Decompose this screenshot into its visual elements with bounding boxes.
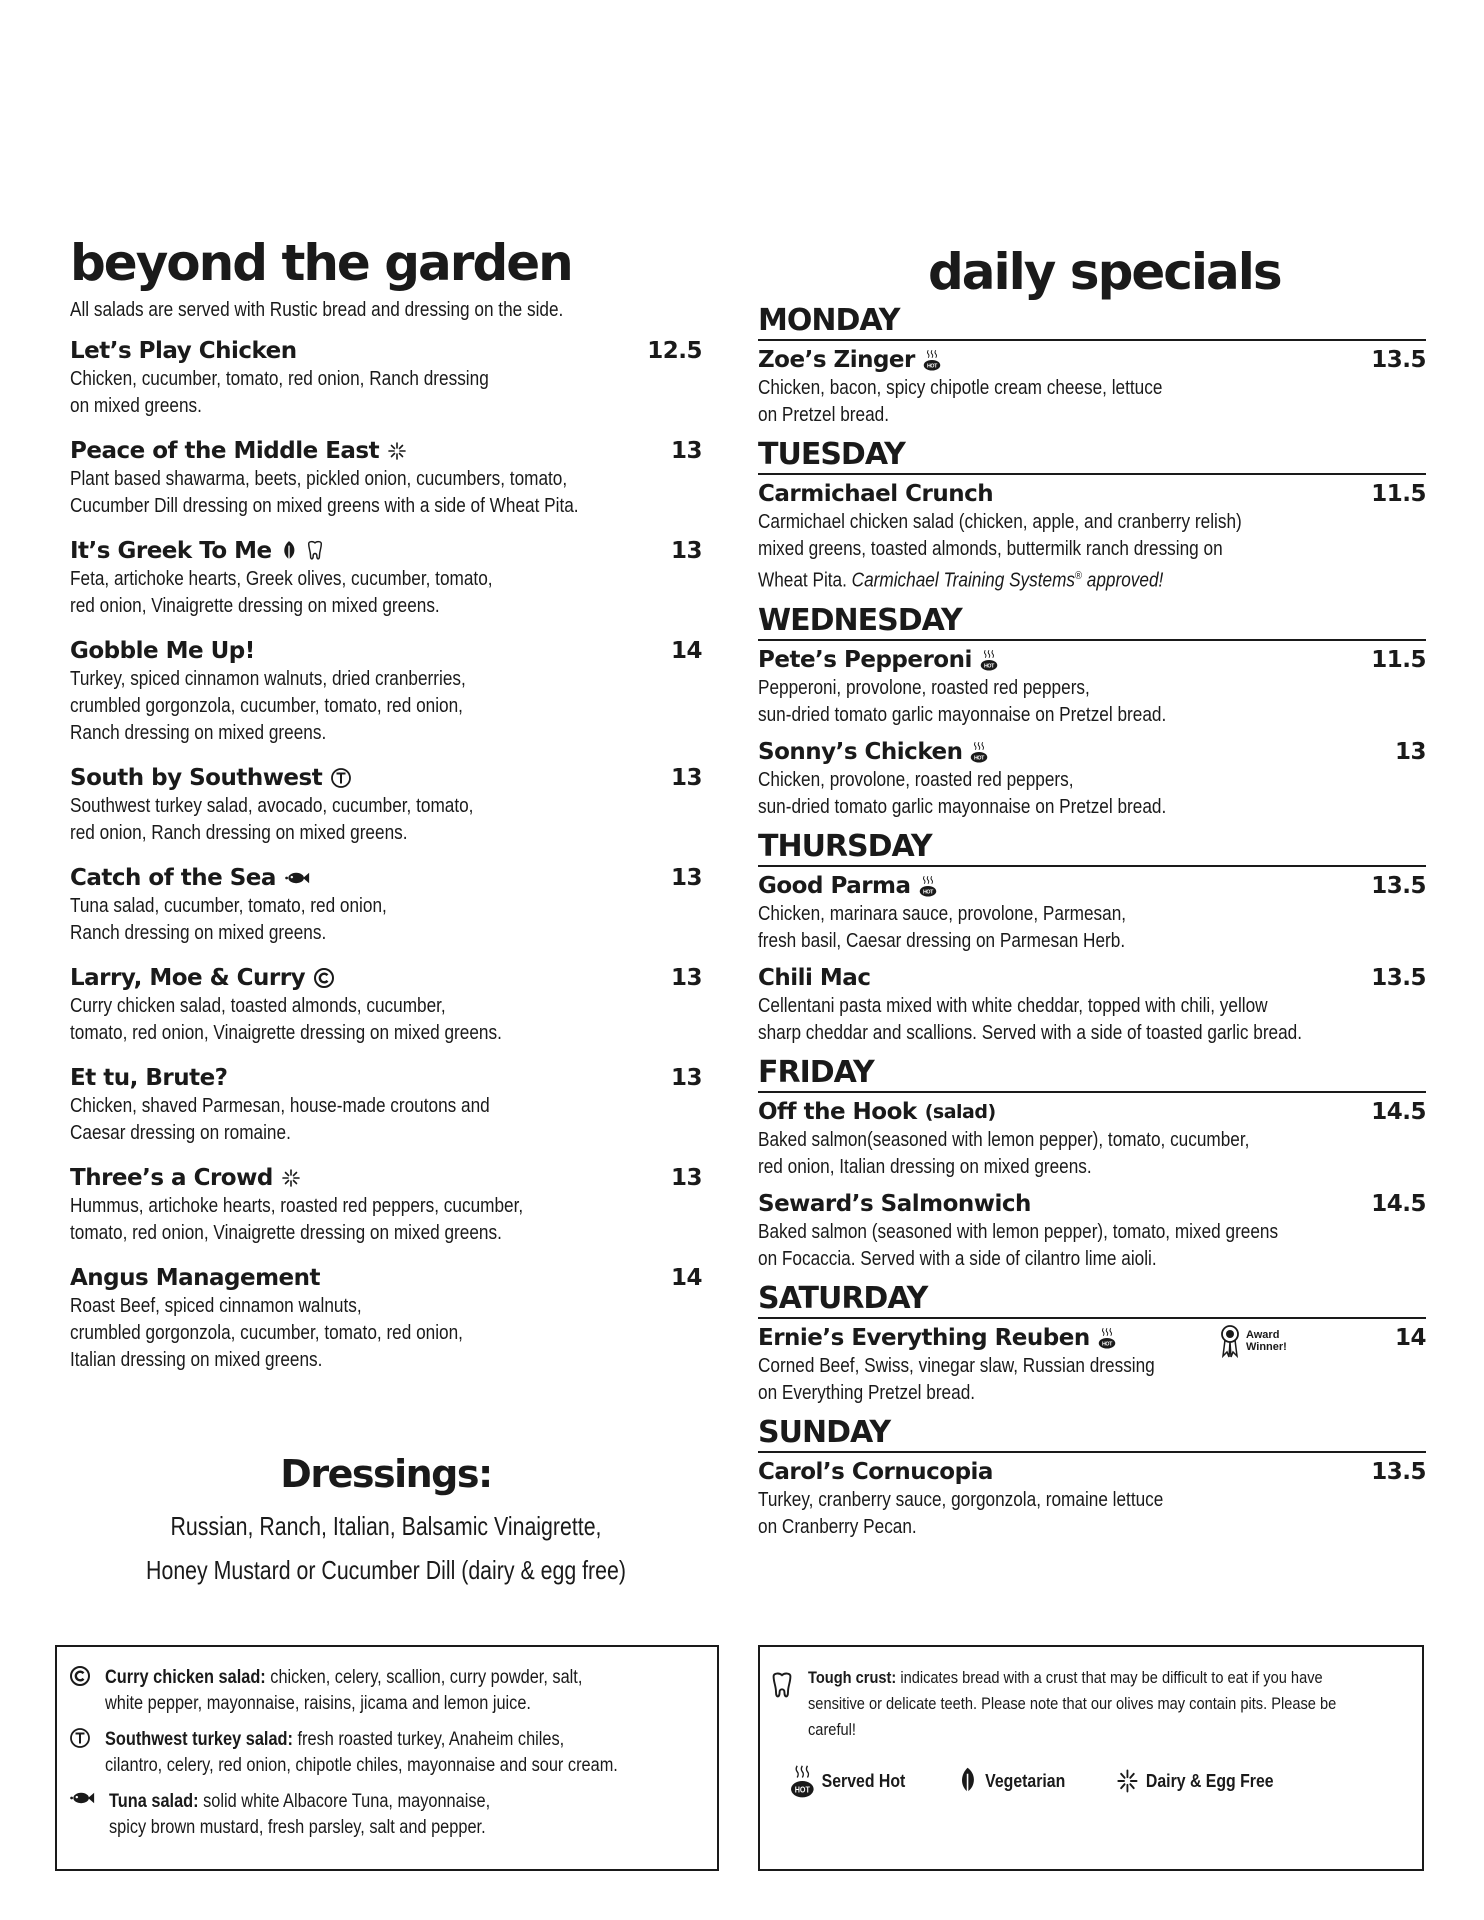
tough-crust-icon bbox=[306, 540, 324, 562]
item-name: Angus Management bbox=[70, 1265, 321, 1291]
fish-icon bbox=[69, 1789, 95, 1807]
hot-icon bbox=[970, 740, 988, 764]
item-name: Good Parma bbox=[758, 872, 911, 899]
item-desc: Chicken, cucumber, tomato, red onion, Ranch dressing on mixed greens. bbox=[70, 368, 489, 417]
item-name: Carol’s Cornucopia bbox=[758, 1458, 993, 1485]
item-name: Chili Mac bbox=[758, 964, 871, 991]
dressings-line: Honey Mustard or Cucumber Dill (dairy & egg free) bbox=[146, 1555, 626, 1585]
item-price: 12.5 bbox=[647, 338, 702, 364]
curry-icon bbox=[69, 1665, 91, 1687]
item-desc: Turkey, spiced cinnamon walnuts, dried cranberries, crumbled gorgonzola, cucumber, tomato, red onion, Ranch dressing on mixed greens. bbox=[70, 668, 466, 744]
menu-item bbox=[70, 963, 702, 1047]
item-desc: Feta, artichoke hearts, Greek olives, cucumber, tomato, red onion, Vinaigrette dressing on mixed greens. bbox=[70, 568, 493, 617]
item-name: Three’s a Crowd bbox=[70, 1165, 273, 1191]
icon-legend bbox=[770, 1763, 1412, 1799]
tough-crust-note: Tough crust: indicates bread with a crust that may be difficult to eat if you have sensitive or delicate teeth. Please note that our olives may contain pits. Please be careful! bbox=[770, 1665, 1412, 1743]
day-heading: WEDNESDAY bbox=[758, 603, 1426, 641]
item-price: 13.5 bbox=[1371, 1458, 1426, 1485]
legend-vegetarian: Vegetarian bbox=[957, 1766, 1065, 1796]
item-price: 13 bbox=[670, 1065, 702, 1091]
item-name: Let’s Play Chicken bbox=[70, 338, 297, 364]
item-name: Pete’s Pepperoni bbox=[758, 646, 972, 673]
menu-item bbox=[758, 1189, 1426, 1273]
item-desc: Curry chicken salad, toasted almonds, cucumber, tomato, red onion, Vinaigrette dressing on mixed greens. bbox=[70, 995, 502, 1044]
menu-item bbox=[70, 1063, 702, 1147]
item-price: 13.5 bbox=[1371, 872, 1426, 899]
item-name: Carmichael Crunch bbox=[758, 481, 994, 507]
item-price: 13 bbox=[1394, 738, 1426, 765]
day-heading: FRIDAY bbox=[758, 1055, 1426, 1093]
item-desc: Carmichael chicken salad (chicken, apple, and cranberry relish) mixed greens, toasted almonds, buttermilk ranch dressing on Wheat Pita. Carmichael Training Systems® approved! bbox=[758, 511, 1242, 592]
menu-item bbox=[70, 336, 702, 420]
day-heading: SATURDAY bbox=[758, 1281, 1426, 1319]
item-desc: Pepperoni, provolone, roasted red peppers, sun-dried tomato garlic mayonnaise on Pretzel bread. bbox=[758, 676, 1167, 726]
item-name: Zoe’s Zinger bbox=[758, 347, 915, 373]
turkey-icon bbox=[69, 1727, 91, 1749]
ingredient-note: Southwest turkey salad: fresh roasted turkey, Anaheim chiles, cilantro, celery, red onion, chipotle chiles, mayonnaise and sour cream. bbox=[69, 1727, 707, 1779]
item-price: 13 bbox=[670, 438, 702, 464]
item-name: Larry, Moe & Curry bbox=[70, 965, 306, 991]
legend-box bbox=[758, 1645, 1424, 1871]
menu-item bbox=[758, 1457, 1426, 1541]
item-name: Sonny’s Chicken bbox=[758, 738, 963, 765]
ingredient-note: Curry chicken salad: chicken, celery, scallion, curry powder, salt, white pepper, mayonnaise, raisins, jicama and lemon juice. bbox=[69, 1665, 707, 1717]
dressings-line: Russian, Ranch, Italian, Balsamic Vinaigrette, bbox=[170, 1511, 602, 1541]
menu-item bbox=[758, 963, 1426, 1047]
item-price: 11.5 bbox=[1371, 646, 1426, 673]
hot-icon bbox=[923, 348, 941, 372]
legend-dairy-free: Dairy & Egg Free bbox=[1116, 1768, 1274, 1794]
item-desc: Cellentani pasta mixed with white cheddar, topped with chili, yellow sharp cheddar and scallions. Served with a side of toasted garlic bread. bbox=[758, 994, 1303, 1044]
hot-icon bbox=[919, 874, 937, 898]
ingredient-note: Tuna salad: solid white Albacore Tuna, mayonnaise, spicy brown mustard, fresh parsley, salt and pepper. bbox=[69, 1789, 707, 1841]
item-name: Ernie’s Everything Reuben bbox=[758, 1324, 1090, 1351]
item-price: 13 bbox=[670, 965, 702, 991]
item-name: Peace of the Middle East bbox=[70, 438, 380, 464]
turkey-icon bbox=[330, 767, 352, 789]
item-price: 11.5 bbox=[1371, 481, 1426, 507]
item-name: Seward’s Salmonwich bbox=[758, 1190, 1031, 1217]
item-desc: Baked salmon(seasoned with lemon pepper), tomato, cucumber, red onion, Italian dressing on mixed greens. bbox=[758, 1128, 1250, 1178]
dressings-title: Dressings: bbox=[280, 1452, 492, 1496]
item-desc: Chicken, marinara sauce, provolone, Parmesan, fresh basil, Caesar dressing on Parmesan Herb. bbox=[758, 902, 1127, 952]
hot-icon bbox=[980, 648, 998, 672]
day-heading: MONDAY bbox=[758, 303, 1426, 341]
item-name: Et tu, Brute? bbox=[70, 1065, 228, 1091]
hot-icon bbox=[1098, 1326, 1116, 1350]
menu-item bbox=[758, 1097, 1426, 1181]
curry-icon bbox=[313, 967, 335, 989]
day-heading: TUESDAY bbox=[758, 437, 1426, 475]
menu-item bbox=[758, 645, 1426, 729]
item-name: Gobble Me Up! bbox=[70, 638, 255, 664]
menu-item bbox=[70, 763, 702, 847]
day-heading: THURSDAY bbox=[758, 829, 1426, 867]
item-desc: Tuna salad, cucumber, tomato, red onion, Ranch dressing on mixed greens. bbox=[70, 895, 387, 944]
tough-crust-icon bbox=[770, 1671, 794, 1701]
menu-item bbox=[70, 636, 702, 747]
menu-item bbox=[70, 1163, 702, 1247]
item-desc: Baked salmon (seasoned with lemon pepper), tomato, mixed greens on Focaccia. Served with a side of cilantro lime aioli. bbox=[758, 1220, 1279, 1270]
item-price: 13.5 bbox=[1371, 347, 1426, 373]
vegetarian-icon bbox=[280, 540, 298, 562]
dressings-section bbox=[70, 1452, 702, 1592]
legend-hot: Served Hot bbox=[790, 1763, 905, 1799]
menu-item bbox=[758, 737, 1426, 821]
item-price: 14 bbox=[1394, 1324, 1426, 1351]
garden-title: beyond the garden bbox=[70, 234, 572, 292]
item-desc: Chicken, provolone, roasted red peppers, sun-dried tomato garlic mayonnaise on Pretzel bread. bbox=[758, 768, 1167, 818]
dairy-free-icon bbox=[387, 441, 407, 461]
specials-section bbox=[758, 245, 1426, 1549]
item-name-suffix: (salad) bbox=[924, 1100, 996, 1123]
item-desc: Southwest turkey salad, avocado, cucumber, tomato, red onion, Ranch dressing on mixed greens. bbox=[70, 795, 474, 844]
ingredients-box bbox=[55, 1645, 719, 1871]
item-price: 13 bbox=[670, 1165, 702, 1191]
item-desc: Turkey, cranberry sauce, gorgonzola, romaine lettuce on Cranberry Pecan. bbox=[758, 1488, 1164, 1538]
award-text: Award Winner! bbox=[1246, 1328, 1287, 1353]
item-price: 13.5 bbox=[1371, 964, 1426, 991]
item-name: Off the Hook bbox=[758, 1098, 917, 1125]
item-price: 13 bbox=[670, 865, 702, 891]
item-desc: Hummus, artichoke hearts, roasted red peppers, cucumber, tomato, red onion, Vinaigrette dressing on mixed greens. bbox=[70, 1195, 524, 1244]
menu-item bbox=[70, 1263, 702, 1374]
item-price: 13 bbox=[670, 765, 702, 791]
menu-item bbox=[758, 1323, 1426, 1407]
item-price: 14.5 bbox=[1371, 1098, 1426, 1125]
hot-icon bbox=[790, 1763, 815, 1799]
item-desc: Chicken, bacon, spicy chipotle cream cheese, lettuce on Pretzel bread. bbox=[758, 377, 1163, 426]
menu-item bbox=[758, 345, 1426, 429]
item-desc: Plant based shawarma, beets, pickled onion, cucumbers, tomato, Cucumber Dill dressing on mixed greens with a side of Wheat Pita. bbox=[70, 468, 579, 517]
menu-item bbox=[70, 863, 702, 947]
item-name: South by Southwest bbox=[70, 765, 323, 791]
item-desc: Roast Beef, spiced cinnamon walnuts, crumbled gorgonzola, cucumber, tomato, red onion, Italian dressing on mixed greens. bbox=[70, 1295, 463, 1371]
item-price: 14.5 bbox=[1371, 1190, 1426, 1217]
item-price: 13 bbox=[670, 538, 702, 564]
item-price: 14 bbox=[670, 1265, 702, 1291]
menu-item bbox=[70, 436, 702, 520]
specials-title: daily specials bbox=[928, 243, 1281, 301]
menu-item bbox=[758, 871, 1426, 955]
garden-section bbox=[70, 235, 702, 1390]
vegetarian-icon bbox=[957, 1766, 978, 1796]
dairy-free-icon bbox=[1116, 1768, 1139, 1794]
menu-item bbox=[70, 536, 702, 620]
item-desc: Corned Beef, Swiss, vinegar slaw, Russian dressing on Everything Pretzel bread. bbox=[758, 1354, 1155, 1404]
item-price: 14 bbox=[670, 638, 702, 664]
fish-icon bbox=[284, 870, 310, 886]
dairy-free-icon bbox=[281, 1168, 301, 1188]
menu-item bbox=[758, 479, 1426, 595]
item-name: It’s Greek To Me bbox=[70, 538, 272, 564]
item-desc: Chicken, shaved Parmesan, house-made croutons and Caesar dressing on romaine. bbox=[70, 1095, 490, 1144]
day-heading: SUNDAY bbox=[758, 1415, 1426, 1453]
item-name: Catch of the Sea bbox=[70, 865, 276, 891]
garden-intro: All salads are served with Rustic bread and dressing on the side. bbox=[70, 299, 564, 321]
